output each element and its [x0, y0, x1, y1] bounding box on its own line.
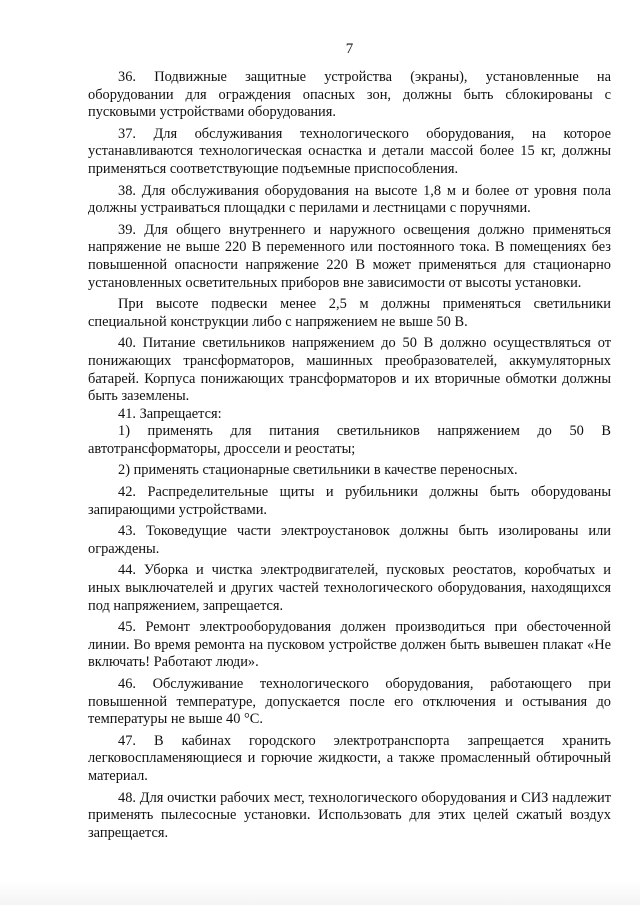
paragraph-46: 46. Обслуживание технологического оборудования, работающего при повышенной температуре, допускается после его отключения и остывания до температуры не выше 40 °С. [88, 676, 611, 728]
paragraph-48: 48. Для очистки рабочих мест, технологического оборудования и СИЗ надлежит применять пылесосные установки. Использовать для этих целей сжатый воздух запрещается. [88, 789, 611, 841]
paragraph-41-item-1: 1) применять для питания светильников напряжением до 50 В автотрансформаторы, дроссели и реостаты; [88, 423, 611, 457]
paragraph-39: 39. Для общего внутреннего и наружного освещения должно применяться напряжение не выше 220 В переменного или постоянного тока. В помещениях без повышенной опасности напряжение 220 В может применяться для стационарно установленных осветительных приборов вне зависимости от высоты установки. [88, 221, 611, 291]
paragraph-38: 38. Для обслуживания оборудования на высоте 1,8 м и более от уровня пола должны устраиваться площадки с перилами и лестницами с поручнями. [88, 182, 611, 217]
paragraph-40: 40. Питание светильников напряжением до 50 В должно осуществляться от понижающих трансформаторов, машинных преобразователей, аккумуляторных батарей. Корпуса понижающих трансформаторов и их вторичные обмотки должны быть заземлены. [88, 335, 611, 405]
paragraph-37: 37. Для обслуживания технологического оборудования, на которое устанавливаются технологическая оснастка и детали массой более 15 кг, должны применяться соответствующие подъемные приспособления. [88, 125, 611, 177]
page-bottom-edge [0, 881, 640, 905]
paragraph-39-continued: При высоте подвески менее 2,5 м должны применяться светильники специальной конструкции либо с напряжением не выше 50 В. [88, 296, 611, 330]
paragraph-41-item-2: 2) применять стационарные светильники в качестве переносных. [118, 462, 518, 479]
paragraph-41: 41. Запрещается: [118, 405, 222, 422]
paragraph-42: 42. Распределительные щиты и рубильники должны быть оборудованы запирающими устройствами. [88, 484, 611, 518]
paragraph-47: 47. В кабинах городского электротранспорта запрещается хранить легковоспламеняющиеся и горючие жидкости, а также промасленный обтирочный материал. [88, 732, 611, 784]
paragraph-36: 36. Подвижные защитные устройства (экраны), установленные на оборудовании для ограждения опасных зон, должны быть сблокированы с пусковыми устройствами оборудования. [88, 69, 611, 121]
paragraph-44: 44. Уборка и чистка электродвигателей, пусковых реостатов, коробчатых и иных выключателей и других частей технологического оборудования, находящихся под напряжением, запрещается. [88, 562, 611, 614]
paragraph-45: 45. Ремонт электрооборудования должен производиться при обесточенной линии. Во время ремонта на пусковом устройстве должен быть вывешен плакат «Не включать! Работают люди». [88, 619, 611, 671]
paragraph-43: 43. Токоведущие части электроустановок должны быть изолированы или ограждены. [88, 523, 611, 557]
page-number: 7 [345, 41, 354, 57]
